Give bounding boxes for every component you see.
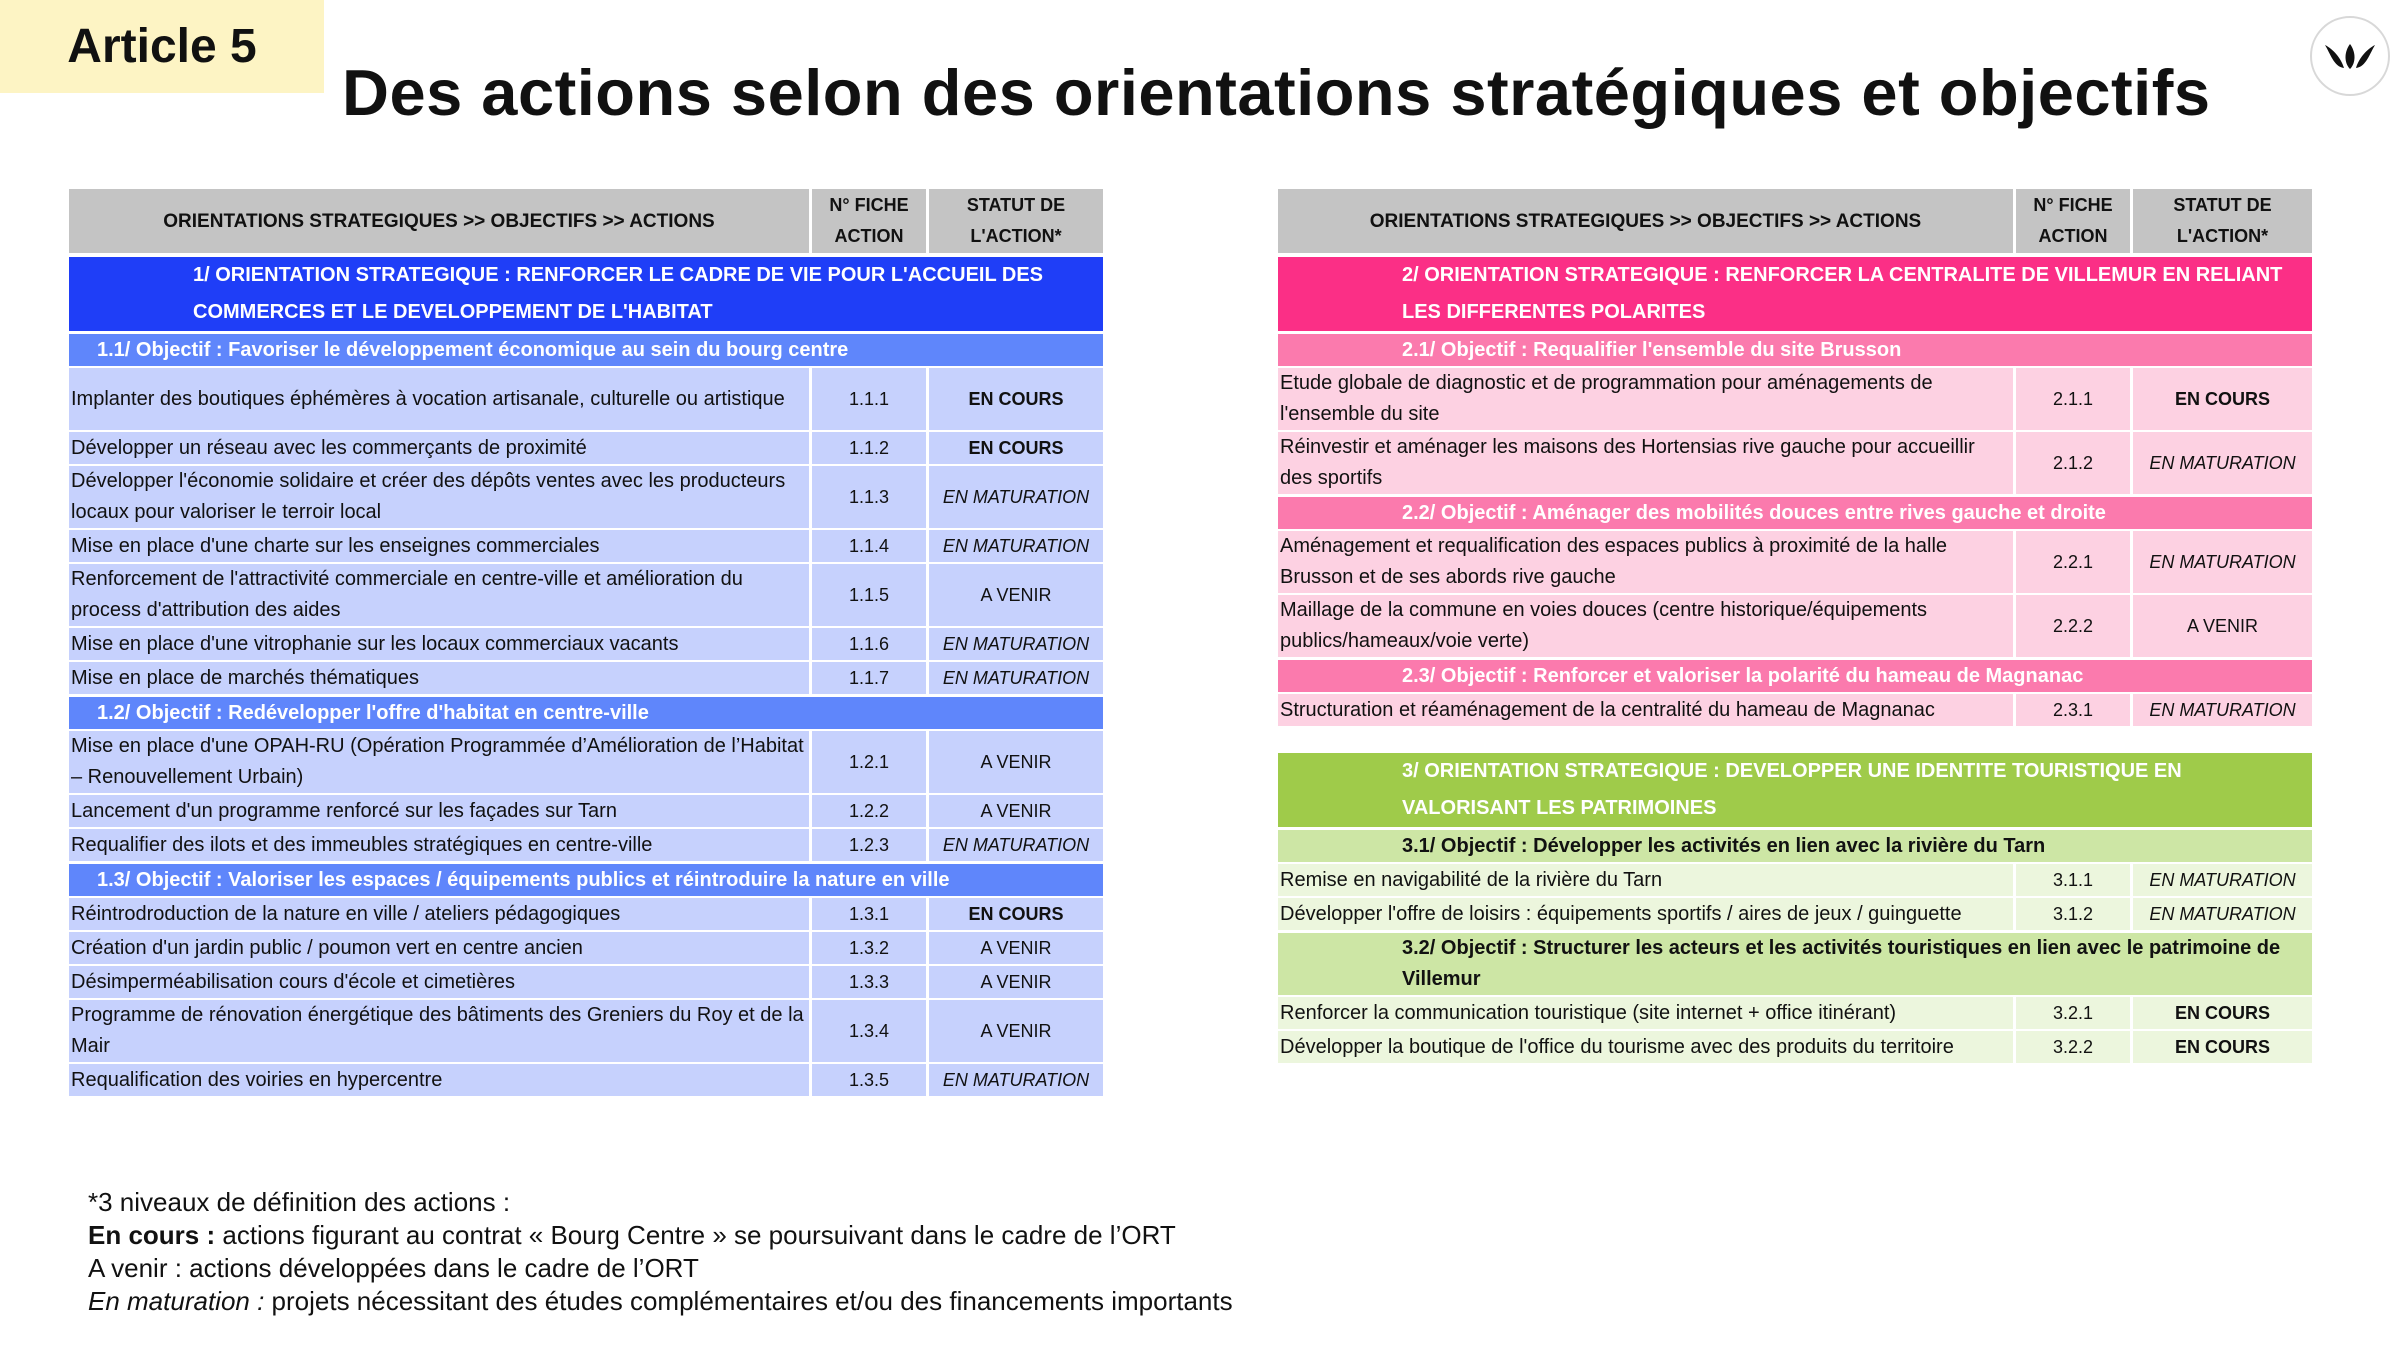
objective-title: 3.1/ Objectif : Développer les activités en lien avec la rivière du Tarn	[1278, 830, 2312, 862]
action-label: Programme de rénovation énergétique des bâtiments des Greniers du Roy et de la Mair	[69, 1000, 809, 1062]
action-fiche-number: 1.2.3	[809, 829, 926, 861]
header-status	[926, 189, 1103, 253]
action-status: EN MATURATION	[926, 829, 1103, 861]
legend-a-venir: A venir : actions développées dans le cadre de l’ORT	[88, 1253, 699, 1283]
action-fiche-number: 2.1.2	[2013, 432, 2130, 494]
table-row	[69, 662, 1103, 694]
action-label: Renforcement de l'attractivité commerciale en centre-ville et amélioration du process d'attribution des aides	[69, 564, 809, 626]
action-label: Réintrodroduction de la nature en ville / ateliers pédagogiques	[69, 898, 809, 930]
action-fiche-number: 1.1.4	[809, 530, 926, 562]
action-label: Mise en place de marchés thématiques	[69, 662, 809, 694]
table-row	[1278, 898, 2312, 930]
orientation-title: 3/ ORIENTATION STRATEGIQUE : DEVELOPPER UNE IDENTITE TOURISTIQUE EN VALORISANT LES PATRIMOINES	[1278, 753, 2312, 827]
action-status: A VENIR	[926, 731, 1103, 793]
table-row	[69, 432, 1103, 464]
action-status: EN MATURATION	[2130, 864, 2312, 896]
action-fiche-number: 1.1.6	[809, 628, 926, 660]
action-fiche-number: 1.3.4	[809, 1000, 926, 1062]
table-row	[1278, 997, 2312, 1029]
header-fiche-number	[2013, 189, 2130, 253]
orientation-title: 1/ ORIENTATION STRATEGIQUE : RENFORCER LE CADRE DE VIE POUR L'ACCUEIL DES COMMERCES ET LE DEVELOPPEMENT DE L'HABITAT	[69, 257, 1103, 331]
action-label: Développer l'économie solidaire et créer des dépôts ventes avec les producteurs locaux pour valoriser le terroir local	[69, 466, 809, 528]
action-fiche-number: 1.3.2	[809, 932, 926, 964]
action-status: EN COURS	[926, 368, 1103, 430]
left-actions-table	[69, 189, 1103, 1096]
table-row	[69, 1000, 1103, 1062]
action-label: Remise en navigabilité de la rivière du Tarn	[1278, 864, 2013, 896]
orientation-row	[1278, 257, 2312, 331]
header-fiche-line2: ACTION	[2038, 226, 2108, 246]
action-status: A VENIR	[926, 932, 1103, 964]
objective-row	[69, 334, 1103, 366]
objective-title: 2.1/ Objectif : Requalifier l'ensemble du site Brusson	[1278, 334, 2312, 366]
table-header-row	[69, 189, 1103, 253]
legend-en-cours-term: En cours :	[88, 1220, 216, 1250]
legend-en-cours-text: actions figurant au contrat « Bourg Centre » se poursuivant dans le cadre de l’ORT	[215, 1220, 1176, 1250]
table-row	[69, 795, 1103, 827]
header-status-line1: STATUT DE	[2173, 195, 2272, 215]
header-fiche-line1: N° FICHE	[829, 195, 909, 215]
table-row	[1278, 1031, 2312, 1063]
objective-title: 1.1/ Objectif : Favoriser le développement économique au sein du bourg centre	[69, 334, 1103, 366]
objective-row	[1278, 497, 2312, 529]
objective-title: 1.3/ Objectif : Valoriser les espaces / équipements publics et réintroduire la nature en ville	[69, 864, 1103, 896]
objective-title: 2.2/ Objectif : Aménager des mobilités douces entre rives gauche et droite	[1278, 497, 2312, 529]
action-fiche-number: 1.1.3	[809, 466, 926, 528]
action-label: Désimperméabilisation cours d'école et cimetières	[69, 966, 809, 998]
action-label: Mise en place d'une charte sur les enseignes commerciales	[69, 530, 809, 562]
action-label: Aménagement et requalification des espaces publics à proximité de la halle Brusson et de ses abords rive gauche	[1278, 531, 2013, 593]
objective-row	[1278, 933, 2312, 995]
action-status: EN MATURATION	[2130, 432, 2312, 494]
table-row	[1278, 432, 2312, 494]
action-status: A VENIR	[926, 966, 1103, 998]
header-actions: ORIENTATIONS STRATEGIQUES >> OBJECTIFS >> ACTIONS	[69, 189, 809, 253]
table-row	[1278, 531, 2312, 593]
table-row	[69, 466, 1103, 528]
action-status: EN MATURATION	[926, 466, 1103, 528]
table-row	[1278, 368, 2312, 430]
table-header-row	[1278, 189, 2312, 253]
table-row	[69, 1064, 1103, 1096]
objective-title: 3.2/ Objectif : Structurer les acteurs et les activités touristiques en lien avec le patrimoine de Villemur	[1278, 933, 2312, 995]
header-fiche-number	[809, 189, 926, 253]
action-label: Requalification des voiries en hypercentre	[69, 1064, 809, 1096]
action-label: Maillage de la commune en voies douces (centre historique/équipements publics/hameaux/voie verte)	[1278, 595, 2013, 657]
table-row	[69, 564, 1103, 626]
action-fiche-number: 1.1.5	[809, 564, 926, 626]
header-status	[2130, 189, 2312, 253]
action-status: EN MATURATION	[926, 1064, 1103, 1096]
status-legend	[88, 1186, 1233, 1318]
action-label: Développer un réseau avec les commerçants de proximité	[69, 432, 809, 464]
action-label: Renforcer la communication touristique (site internet + office itinérant)	[1278, 997, 2013, 1029]
table-row	[69, 932, 1103, 964]
action-status: EN COURS	[2130, 997, 2312, 1029]
table-row	[69, 966, 1103, 998]
action-label: Requalifier des ilots et des immeubles stratégiques en centre-ville	[69, 829, 809, 861]
action-status: A VENIR	[926, 564, 1103, 626]
legend-en-maturation	[88, 1285, 1233, 1318]
action-fiche-number: 1.3.3	[809, 966, 926, 998]
action-fiche-number: 3.1.1	[2013, 864, 2130, 896]
header-status-line2: L'ACTION*	[970, 226, 1062, 246]
action-status: EN COURS	[2130, 368, 2312, 430]
table-row	[69, 731, 1103, 793]
action-fiche-number: 2.2.2	[2013, 595, 2130, 657]
table-row	[69, 530, 1103, 562]
objective-row	[69, 864, 1103, 896]
objective-row	[1278, 660, 2312, 692]
action-label: Réinvestir et aménager les maisons des Hortensias rive gauche pour accueillir des sportifs	[1278, 432, 2013, 494]
action-fiche-number: 3.2.2	[2013, 1031, 2130, 1063]
action-fiche-number: 1.2.2	[809, 795, 926, 827]
action-fiche-number: 1.1.2	[809, 432, 926, 464]
action-label: Développer l'offre de loisirs : équipements sportifs / aires de jeux / guinguette	[1278, 898, 2013, 930]
page-title: Des actions selon des orientations stratégiques et objectifs	[342, 56, 2211, 129]
action-fiche-number: 2.2.1	[2013, 531, 2130, 593]
legend-en-maturation-term: En maturation :	[88, 1286, 265, 1316]
action-fiche-number: 2.1.1	[2013, 368, 2130, 430]
action-status: A VENIR	[2130, 595, 2312, 657]
table-row	[69, 368, 1103, 430]
action-status: EN COURS	[926, 898, 1103, 930]
action-status: EN MATURATION	[2130, 898, 2312, 930]
table-row	[1278, 694, 2312, 726]
legend-intro: *3 niveaux de définition des actions :	[88, 1187, 511, 1217]
header-status-line2: L'ACTION*	[2176, 226, 2269, 246]
objective-title: 2.3/ Objectif : Renforcer et valoriser la polarité du hameau de Magnanac	[1278, 660, 2312, 692]
action-status: EN MATURATION	[2130, 694, 2312, 726]
table-row	[1278, 864, 2312, 896]
action-status: EN MATURATION	[926, 628, 1103, 660]
legend-en-cours	[88, 1219, 1233, 1252]
article-label: Article 5	[0, 0, 324, 93]
action-label: Mise en place d'une vitrophanie sur les locaux commerciaux vacants	[69, 628, 809, 660]
right-actions-table	[1278, 189, 2312, 1063]
orientation-row	[69, 257, 1103, 331]
table-row	[1278, 595, 2312, 657]
action-fiche-number: 3.1.2	[2013, 898, 2130, 930]
objective-row	[69, 697, 1103, 729]
action-status: A VENIR	[926, 795, 1103, 827]
action-status: EN MATURATION	[926, 662, 1103, 694]
header-actions: ORIENTATIONS STRATEGIQUES >> OBJECTIFS >> ACTIONS	[1278, 189, 2013, 253]
orientation-row	[1278, 753, 2312, 827]
header-status-line1: STATUT DE	[966, 195, 1066, 215]
leaf-logo-icon	[2310, 16, 2390, 96]
action-fiche-number: 1.3.1	[809, 898, 926, 930]
action-fiche-number: 1.1.1	[809, 368, 926, 430]
table-row	[69, 829, 1103, 861]
action-fiche-number: 1.1.7	[809, 662, 926, 694]
action-fiche-number: 1.2.1	[809, 731, 926, 793]
action-status: EN MATURATION	[2130, 531, 2312, 593]
orientation-title: 2/ ORIENTATION STRATEGIQUE : RENFORCER LA CENTRALITE DE VILLEMUR EN RELIANT LES DIFFERENTES POLARITES	[1278, 257, 2312, 331]
action-label: Structuration et réaménagement de la centralité du hameau de Magnanac	[1278, 694, 2013, 726]
legend-en-maturation-text: projets nécessitant des études complémentaires et/ou des financements importants	[264, 1286, 1233, 1316]
table-row	[69, 628, 1103, 660]
action-status: EN MATURATION	[926, 530, 1103, 562]
action-label: Développer la boutique de l'office du tourisme avec des produits du territoire	[1278, 1031, 2013, 1063]
action-label: Etude globale de diagnostic et de programmation pour aménagements de l'ensemble du site	[1278, 368, 2013, 430]
action-label: Implanter des boutiques éphémères à vocation artisanale, culturelle ou artistique	[69, 368, 809, 430]
action-label: Lancement d'un programme renforcé sur les façades sur Tarn	[69, 795, 809, 827]
table-row	[69, 898, 1103, 930]
header-fiche-line1: N° FICHE	[2033, 195, 2113, 215]
objective-row	[1278, 830, 2312, 862]
action-label: Mise en place d'une OPAH-RU (Opération Programmée d’Amélioration de l’Habitat – Renouvellement Urbain)	[69, 731, 809, 793]
action-status: A VENIR	[926, 1000, 1103, 1062]
objective-title: 1.2/ Objectif : Redévelopper l'offre d'habitat en centre-ville	[69, 697, 1103, 729]
header-fiche-line2: ACTION	[834, 226, 904, 246]
objective-row	[1278, 334, 2312, 366]
action-fiche-number: 1.3.5	[809, 1064, 926, 1096]
action-fiche-number: 3.2.1	[2013, 997, 2130, 1029]
action-fiche-number: 2.3.1	[2013, 694, 2130, 726]
action-status: EN COURS	[2130, 1031, 2312, 1063]
action-label: Création d'un jardin public / poumon vert en centre ancien	[69, 932, 809, 964]
action-status: EN COURS	[926, 432, 1103, 464]
